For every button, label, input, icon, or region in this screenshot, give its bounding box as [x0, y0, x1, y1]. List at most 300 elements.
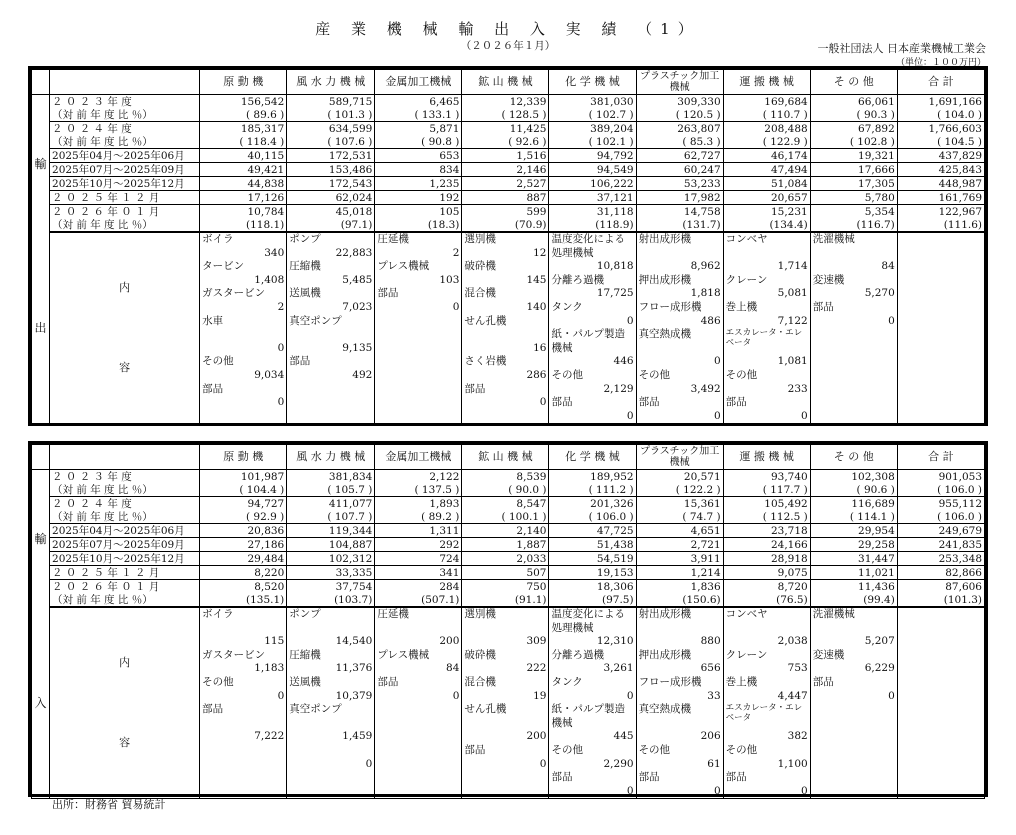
detail-item-name: 圧延機: [377, 233, 409, 245]
detail-item-value: 9,135: [342, 341, 373, 354]
data-cell: 249,679: [897, 524, 984, 538]
table-row: [32, 95, 985, 109]
detail-item-value: 0: [539, 757, 547, 770]
data-cell: 37,121: [549, 191, 636, 205]
detail-item-name: 部品: [464, 743, 486, 756]
data-cell: 102,312: [287, 552, 375, 566]
table-row: [32, 108, 985, 122]
detail-item-value: 0: [626, 689, 634, 702]
detail-item-value: 492: [352, 368, 373, 381]
row-label: ２ ０ ２ ４ 年 度: [50, 497, 200, 511]
data-cell: 172,543: [287, 177, 375, 191]
detail-item-name: 射出成形機: [638, 608, 692, 620]
detail-caption-top: 内: [119, 656, 131, 670]
detail-item-name: 部品: [812, 675, 834, 688]
column-header: 運 搬 機 械: [723, 445, 810, 470]
data-cell: ( 89.2 ): [375, 510, 462, 524]
data-cell: 93,740: [723, 470, 810, 484]
detail-item-value: [287, 622, 374, 636]
data-cell: 47,725: [549, 524, 636, 538]
data-cell: 116,689: [810, 497, 897, 511]
data-cell: 750: [462, 580, 549, 594]
data-cell: 15,231: [723, 205, 810, 219]
detail-item-name: 圧延機: [377, 608, 409, 620]
table-row: [32, 552, 985, 566]
data-cell: 37,754: [287, 580, 375, 594]
data-cell: ( 100.1 ): [462, 510, 549, 524]
column-header: 金属加工機械: [375, 70, 462, 95]
detail-item-name: その他: [551, 368, 583, 381]
row-label: 2025年07月～2025年09月: [50, 538, 200, 552]
data-cell: ( 92.9 ): [200, 510, 287, 524]
data-cell: 102,308: [810, 470, 897, 484]
detail-item-value: 5,485: [342, 273, 373, 286]
row-label: ２ ０ ２ ５ 年 １ ２ 月: [50, 191, 200, 205]
data-cell: 389,204: [549, 122, 636, 136]
data-cell: 20,657: [723, 191, 810, 205]
detail-item-name: 押出成形機: [638, 273, 692, 286]
detail-item-name: 水車: [202, 314, 224, 327]
data-cell: ( 120.5 ): [636, 108, 723, 122]
data-cell: 5,871: [375, 122, 462, 136]
detail-item-value: 2,290: [603, 757, 634, 770]
detail-item-name: 紙・パルプ製造機械: [551, 328, 625, 354]
data-cell: ( 105.7 ): [287, 483, 375, 497]
detail-item-value: 222: [526, 662, 547, 675]
data-cell: 29,954: [810, 524, 897, 538]
data-cell: 24,166: [723, 538, 810, 552]
detail-item-value: 140: [526, 300, 547, 313]
data-cell: 8,539: [462, 470, 549, 484]
data-cell: ( 90.8 ): [375, 135, 462, 149]
data-cell: 66,061: [810, 95, 897, 109]
detail-item-value: 2: [452, 246, 460, 259]
data-cell: 653: [375, 149, 462, 163]
detail-item-name: 部品: [638, 396, 660, 409]
unit-note: （単位：１００万円）: [895, 58, 986, 68]
data-cell: (97.1): [287, 218, 375, 232]
table-row: [32, 593, 985, 607]
table-row: [32, 538, 985, 552]
data-cell: ( 101.3 ): [287, 108, 375, 122]
data-cell: ( 106.0 ): [897, 510, 984, 524]
detail-row: [32, 232, 985, 424]
detail-item-name: 分離ろ過機: [551, 273, 604, 286]
detail-item-value: 10,818: [596, 260, 634, 273]
detail-item-name: 部品: [202, 703, 224, 716]
data-cell: 60,247: [636, 163, 723, 177]
data-cell: 887: [462, 191, 549, 205]
data-cell: 599: [462, 205, 549, 219]
data-cell: 341: [375, 566, 462, 580]
data-cell: 94,549: [549, 163, 636, 177]
data-cell: 11,021: [810, 566, 897, 580]
detail-item-value: [637, 622, 723, 636]
data-cell: ( 104.4 ): [200, 483, 287, 497]
detail-item-value: 0: [452, 689, 460, 702]
data-cell: 2,122: [375, 470, 462, 484]
table-row: [32, 163, 985, 177]
detail-item-value: 12,310: [596, 635, 634, 648]
detail-item-name: 部品: [377, 287, 399, 300]
data-cell: 8,720: [723, 580, 810, 594]
detail-item-value: 0: [713, 409, 721, 422]
data-cell: 8,220: [200, 566, 287, 580]
detail-item-name: 部品: [377, 675, 399, 688]
detail-item-value: 0: [365, 757, 373, 770]
data-cell: 1,836: [636, 580, 723, 594]
detail-item-name: タンク: [551, 675, 583, 688]
data-cell: 27,186: [200, 538, 287, 552]
row-label: ２ ０ ２ ６ 年 ０ １ 月: [50, 580, 200, 594]
detail-item-value: [375, 622, 461, 636]
detail-item-value: [462, 328, 548, 342]
detail-item-name: エスカレータ・エレベータ: [725, 328, 803, 349]
detail-item-name: 選別機: [464, 233, 496, 245]
detail-item-value: 8,962: [690, 260, 721, 273]
detail-item-value: 19: [533, 689, 547, 702]
column-header: 化 学 機 械: [549, 445, 636, 470]
data-cell: 192: [375, 191, 462, 205]
table-row: [32, 135, 985, 149]
data-cell: 156,542: [200, 95, 287, 109]
data-cell: (101.3): [897, 593, 984, 607]
data-cell: 51,438: [549, 538, 636, 552]
data-cell: 241,835: [897, 538, 984, 552]
detail-item-value: 0: [277, 689, 285, 702]
row-label: ２ ０ ２ ３ 年 度: [50, 470, 200, 484]
data-cell: 82,866: [897, 566, 984, 580]
detail-item-value: [811, 622, 897, 636]
data-cell: 31,447: [810, 552, 897, 566]
detail-item-name: 圧縮機: [289, 260, 321, 273]
detail-item-value: 382: [787, 730, 808, 743]
detail-item-value: 0: [626, 314, 634, 327]
table-row: [32, 580, 985, 594]
data-cell: 2,033: [462, 552, 549, 566]
detail-item-value: 0: [888, 689, 895, 702]
data-cell: 10,784: [200, 205, 287, 219]
data-cell: (118.1): [200, 218, 287, 232]
row-label: （対 前 年 度 比 ％）: [50, 510, 200, 524]
detail-cell: [200, 607, 287, 799]
detail-cell: [287, 607, 375, 799]
detail-item-value: 11,376: [335, 662, 373, 675]
data-cell: 23,718: [723, 524, 810, 538]
data-cell: 507: [462, 566, 549, 580]
data-cell: 411,077: [287, 497, 375, 511]
data-cell: 381,834: [287, 470, 375, 484]
table-row: [32, 122, 985, 136]
data-cell: 62,727: [636, 149, 723, 163]
table-row: [32, 218, 985, 232]
column-header: 運 搬 機 械: [723, 70, 810, 95]
data-cell: ( 102.8 ): [810, 135, 897, 149]
side-cell-blank: [32, 445, 50, 470]
detail-cell: [375, 607, 462, 799]
column-header: プラスチック加工機械: [636, 445, 723, 470]
data-cell: 8,547: [462, 497, 549, 511]
detail-item-value: [287, 744, 374, 758]
data-cell: ( 107.7 ): [287, 510, 375, 524]
data-cell: 19,321: [810, 149, 897, 163]
detail-item-value: 61: [707, 757, 721, 770]
detail-item-value: 14,540: [335, 635, 373, 648]
detail-cell: [723, 607, 810, 799]
detail-item-value: 9,034: [254, 368, 285, 381]
detail-item-value: 103: [439, 273, 460, 286]
header-row: [32, 445, 985, 470]
detail-item-value: 0: [801, 409, 808, 422]
side-label-bottom: 入: [32, 607, 50, 799]
table-row: [32, 149, 985, 163]
data-cell: 47,494: [723, 163, 810, 177]
data-cell: 2,527: [462, 177, 549, 191]
detail-item-name: せん孔機: [464, 314, 507, 327]
data-cell: ( 117.7 ): [723, 483, 810, 497]
data-cell: 17,666: [810, 163, 897, 177]
detail-item-value: [811, 247, 897, 261]
data-cell: ( 90.0 ): [462, 483, 549, 497]
detail-item-name: 洗濯機械: [812, 608, 855, 620]
detail-item-name: その他: [551, 743, 583, 756]
detail-item-name: 圧縮機: [289, 648, 321, 661]
data-cell: 106,222: [549, 177, 636, 191]
data-cell: 122,967: [897, 205, 984, 219]
detail-cell: [200, 232, 287, 424]
data-cell: (99.4): [810, 593, 897, 607]
detail-item-value: 5,207: [864, 635, 895, 648]
data-cell: 11,436: [810, 580, 897, 594]
data-cell: (111.6): [897, 218, 984, 232]
data-cell: 8,520: [200, 580, 287, 594]
data-cell: (18.3): [375, 218, 462, 232]
data-cell: 153,486: [287, 163, 375, 177]
data-cell: 437,829: [897, 149, 984, 163]
detail-item-name: 変速機: [812, 273, 845, 286]
detail-item-value: 10,379: [335, 689, 373, 702]
data-cell: 17,126: [200, 191, 287, 205]
column-header: 風 水 力 機 械: [287, 445, 375, 470]
data-cell: 263,807: [636, 122, 723, 136]
detail-item-name: 部品: [464, 382, 486, 395]
detail-item-name: 破砕機: [464, 648, 496, 661]
data-cell: 29,258: [810, 538, 897, 552]
row-label: 2025年10月～2025年12月: [50, 177, 200, 191]
data-cell: ( 110.7 ): [723, 108, 810, 122]
data-cell: 2,146: [462, 163, 549, 177]
data-cell: 1,893: [375, 497, 462, 511]
detail-item-value: 286: [526, 368, 547, 381]
data-cell: ( 102.1 ): [549, 135, 636, 149]
detail-item-name: その他: [638, 368, 671, 381]
detail-item-value: [200, 622, 286, 636]
side-label-bottom: 出: [32, 232, 50, 424]
data-cell: 11,425: [462, 122, 549, 136]
detail-item-value: 0: [277, 396, 285, 409]
row-label: （対 前 年 度 比 ％）: [50, 218, 200, 232]
detail-item-name: 部品: [725, 771, 747, 784]
detail-caption: [50, 232, 200, 424]
data-cell: ( 111.2 ): [549, 483, 636, 497]
detail-item-name: 紙・パルプ製造機械: [551, 703, 625, 729]
data-cell: 87,606: [897, 580, 984, 594]
data-cell: 40,115: [200, 149, 287, 163]
data-cell: 20,571: [636, 470, 723, 484]
detail-item-value: [287, 328, 374, 342]
detail-item-value: 446: [613, 355, 634, 368]
row-label: （対 前 年 度 比 ％）: [50, 593, 200, 607]
import-table: [31, 444, 985, 799]
data-cell: 201,326: [549, 497, 636, 511]
detail-item-value: [462, 717, 548, 731]
data-cell: 955,112: [897, 497, 984, 511]
data-cell: 31,118: [549, 205, 636, 219]
detail-item-name: 温度変化による処理機械: [551, 233, 625, 259]
table-row: [32, 470, 985, 484]
data-cell: 381,030: [549, 95, 636, 109]
detail-item-value: 7,222: [254, 730, 285, 743]
table-row: [32, 497, 985, 511]
detail-item-name: その他: [638, 743, 671, 756]
detail-item-value: 880: [700, 635, 721, 648]
data-cell: 6,465: [375, 95, 462, 109]
data-cell: ( 114.1 ): [810, 510, 897, 524]
detail-item-value: 0: [626, 784, 634, 797]
detail-item-value: 233: [787, 382, 808, 395]
data-cell: 208,488: [723, 122, 810, 136]
detail-item-name: その他: [725, 743, 758, 756]
data-cell: 53,233: [636, 177, 723, 191]
detail-item-name: せん孔機: [464, 703, 507, 716]
table-row: [32, 483, 985, 497]
data-cell: ( 106.0 ): [549, 510, 636, 524]
detail-item-value: 1,100: [777, 757, 808, 770]
detail-item-value: 486: [700, 314, 721, 327]
detail-item-value: 340: [264, 246, 285, 259]
data-cell: 51,084: [723, 177, 810, 191]
detail-cell: [287, 232, 375, 424]
detail-item-name: 選別機: [464, 608, 496, 620]
detail-item-value: 1,183: [254, 662, 285, 675]
data-cell: ( 133.1 ): [375, 108, 462, 122]
data-cell: 18,306: [549, 580, 636, 594]
detail-item-value: 7,023: [342, 300, 373, 313]
detail-item-name: 真空熱成機: [638, 328, 692, 341]
detail-item-name: 温度変化による処理機械: [551, 608, 625, 634]
detail-caption: [50, 607, 200, 799]
detail-caption-top: 内: [119, 281, 131, 295]
data-cell: 12,339: [462, 95, 549, 109]
data-cell: 17,982: [636, 191, 723, 205]
header-row: [32, 70, 985, 95]
column-header: プラスチック加工機械: [636, 70, 723, 95]
column-header: 鉱 山 機 械: [462, 445, 549, 470]
detail-item-name: クレーン: [725, 273, 768, 286]
detail-item-name: ボイラ: [202, 608, 234, 620]
data-cell: 185,317: [200, 122, 287, 136]
detail-item-name: 送風機: [289, 675, 321, 688]
detail-item-value: 1,408: [254, 273, 285, 286]
data-cell: 29,484: [200, 552, 287, 566]
data-cell: ( 89.6 ): [200, 108, 287, 122]
detail-item-name: フロー成形機: [638, 675, 702, 688]
detail-item-name: 送風機: [289, 287, 321, 300]
detail-item-name: 混合機: [464, 287, 496, 300]
detail-item-value: 7,122: [777, 314, 808, 327]
data-cell: 2,140: [462, 524, 549, 538]
data-cell: 1,516: [462, 149, 549, 163]
data-cell: (91.1): [462, 593, 549, 607]
data-cell: (116.7): [810, 218, 897, 232]
detail-total-blank: [897, 232, 984, 424]
data-cell: 834: [375, 163, 462, 177]
detail-item-value: [462, 622, 548, 636]
data-cell: (103.7): [287, 593, 375, 607]
detail-item-value: 0: [713, 355, 721, 368]
detail-item-name: 押出成形機: [638, 648, 692, 661]
data-cell: 104,887: [287, 538, 375, 552]
detail-cell: [636, 607, 723, 799]
data-cell: ( 74.7 ): [636, 510, 723, 524]
detail-item-name: 変速機: [812, 648, 845, 661]
data-cell: 634,599: [287, 122, 375, 136]
detail-item-value: 84: [446, 662, 460, 675]
detail-item-name: コンベヤ: [725, 608, 768, 620]
detail-item-value: 145: [526, 273, 547, 286]
data-cell: 9,075: [723, 566, 810, 580]
data-cell: 189,952: [549, 470, 636, 484]
detail-cell: [810, 607, 897, 799]
data-cell: ( 104.0 ): [897, 108, 984, 122]
detail-item-value: [637, 247, 723, 261]
export-table: [31, 69, 985, 424]
data-cell: ( 90.3 ): [810, 108, 897, 122]
detail-cell: [636, 232, 723, 424]
data-cell: ( 107.6 ): [287, 135, 375, 149]
detail-item-value: 1,081: [777, 355, 808, 368]
detail-item-value: [637, 717, 723, 731]
detail-item-value: 445: [613, 730, 634, 743]
data-cell: ( 118.4 ): [200, 135, 287, 149]
detail-item-value: 0: [626, 409, 634, 422]
detail-item-value: 17,725: [596, 287, 634, 300]
side-label-top: 輸: [32, 95, 50, 233]
data-cell: 425,843: [897, 163, 984, 177]
detail-item-value: 200: [526, 730, 547, 743]
detail-item-name: その他: [725, 368, 758, 381]
detail-item-value: [637, 342, 723, 356]
column-header: 原 動 機: [200, 70, 287, 95]
column-header: 化 学 機 械: [549, 70, 636, 95]
column-header: そ の 他: [810, 70, 897, 95]
data-cell: 105: [375, 205, 462, 219]
detail-item-name: ポンプ: [289, 608, 321, 620]
detail-item-name: コンベヤ: [725, 233, 768, 245]
organization-name: 一般社団法人 日本産業機械工業会: [817, 42, 986, 55]
column-header: 原 動 機: [200, 445, 287, 470]
data-cell: 94,792: [549, 149, 636, 163]
detail-item-value: 1,714: [777, 260, 808, 273]
data-cell: 253,348: [897, 552, 984, 566]
detail-caption-bottom: 容: [119, 736, 131, 750]
detail-item-value: 16: [533, 341, 547, 354]
detail-item-value: 115: [264, 635, 285, 648]
data-cell: 169,684: [723, 95, 810, 109]
detail-item-name: 洗濯機械: [812, 233, 855, 245]
data-cell: 2,721: [636, 538, 723, 552]
column-header: 風 水 力 機 械: [287, 70, 375, 95]
